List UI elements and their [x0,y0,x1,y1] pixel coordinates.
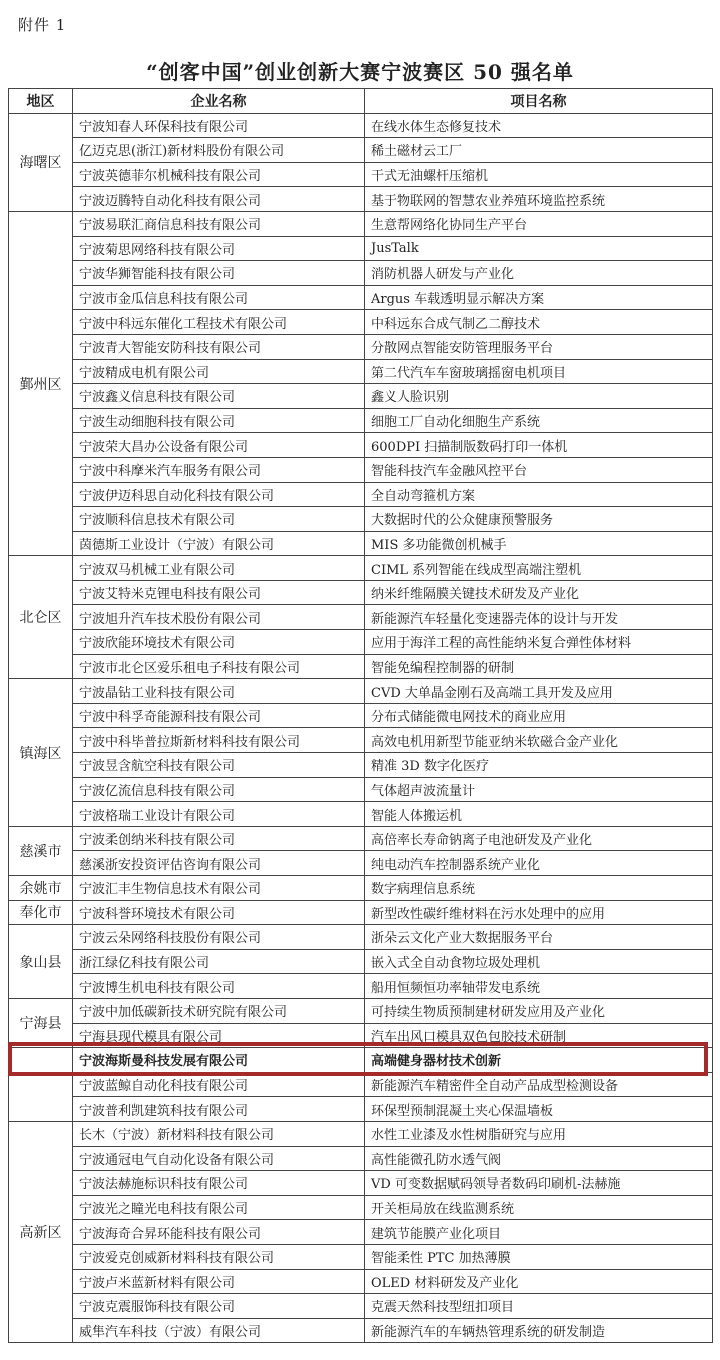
company-cell: 宁波华狮智能科技有限公司 [73,261,365,286]
table-row [9,925,713,950]
company-cell: 宁波市北仑区爱乐租电子科技有限公司 [73,654,365,679]
table-row [9,556,713,581]
project-cell: 环保型预制混凝土夹心保温墙板 [365,1097,713,1122]
project-cell: 水性工业漆及水性树脂研究与应用 [365,1121,713,1146]
project-cell: CIML 系列智能在线成型高端注塑机 [365,556,713,581]
company-cell: 宁波普利凯建筑科技有限公司 [73,1097,365,1122]
table-row [9,949,713,974]
company-cell: 宁波卢米蓝新材料有限公司 [73,1269,365,1294]
project-cell: OLED 材料研发及产业化 [365,1269,713,1294]
project-cell: 新能源汽车精密件全自动产品成型检测设备 [365,1072,713,1097]
table-row [9,113,713,138]
project-cell: 高性能微孔防水透气阀 [365,1146,713,1171]
region-cell [9,1048,73,1122]
table-row [9,753,713,778]
table-row [9,679,713,704]
company-cell: 宁波克震服饰科技有限公司 [73,1294,365,1319]
project-cell: 智能免编程控制器的研制 [365,654,713,679]
company-cell: 宁波迈腾特自动化科技有限公司 [73,187,365,212]
company-cell: 茵德斯工业设计（宁波）有限公司 [73,531,365,556]
company-cell: 宁波蓝鲸自动化科技有限公司 [73,1072,365,1097]
company-cell: 宁波双马机械工业有限公司 [73,556,365,581]
region-cell: 宁海县 [9,998,73,1047]
project-cell: 开关柜局放在线监测系统 [365,1195,713,1220]
project-cell: 在线水体生态修复技术 [365,113,713,138]
company-cell: 长木（宁波）新材料科技有限公司 [73,1121,365,1146]
company-cell: 宁波昱含航空科技有限公司 [73,753,365,778]
company-cell: 宁波菊思网络科技有限公司 [73,236,365,261]
region-cell: 镇海区 [9,679,73,827]
company-cell: 宁波精成电机有限公司 [73,359,365,384]
table-row [9,1097,713,1122]
company-cell: 宁波顺科信息技术有限公司 [73,507,365,532]
company-cell: 宁海县现代模具有限公司 [73,1023,365,1048]
table-row [9,654,713,679]
table-row [9,457,713,482]
company-cell: 宁波科誉环境技术有限公司 [73,900,365,925]
project-cell: 干式无油螺杆压缩机 [365,162,713,187]
company-cell: 宁波柔创纳米科技有限公司 [73,826,365,851]
table-body [9,113,713,1343]
company-cell: 慈溪浙安投资评估咨询有限公司 [73,851,365,876]
table-row [9,703,713,728]
project-cell: MIS 多功能微创机械手 [365,531,713,556]
project-cell: 大数据时代的公众健康预警服务 [365,507,713,532]
company-cell: 宁波中科孚奇能源科技有限公司 [73,703,365,728]
header-project: 项目名称 [365,89,713,114]
company-cell: 宁波海奇合昇环能科技有限公司 [73,1220,365,1245]
table-row [9,334,713,359]
region-cell: 鄞州区 [9,211,73,555]
table-row [9,1023,713,1048]
table-row [9,826,713,851]
company-cell: 宁波易联汇商信息科技有限公司 [73,211,365,236]
project-cell: Argus 车载透明显示解决方案 [365,285,713,310]
project-cell: 鑫义人脸识别 [365,384,713,409]
header-company: 企业名称 [73,89,365,114]
table-row [9,482,713,507]
table-row [9,630,713,655]
attachment-label: 附件 1 [18,16,67,34]
company-cell: 宁波市金瓜信息科技有限公司 [73,285,365,310]
table-row [9,1146,713,1171]
table-row [9,261,713,286]
company-cell: 宁波亿流信息科技有限公司 [73,777,365,802]
region-cell: 奉化市 [9,900,73,925]
project-cell: 智能科技汽车金融风控平台 [365,457,713,482]
project-cell: 浙朵云文化产业大数据服务平台 [365,925,713,950]
table-row [9,1072,713,1097]
company-cell: 宁波格瑞工业设计有限公司 [73,802,365,827]
table-row [9,162,713,187]
winners-table [8,88,713,1343]
region-cell: 象山县 [9,925,73,999]
table-row [9,998,713,1023]
project-cell: 600DPI 扫描制版数码打印一体机 [365,433,713,458]
project-cell: 新能源汽车的车辆热管理系统的研发制造 [365,1318,713,1343]
company-cell: 宁波生动细胞科技有限公司 [73,408,365,433]
table-row [9,876,713,901]
table-row [9,384,713,409]
company-cell: 威隼汽车科技（宁波）有限公司 [73,1318,365,1343]
project-cell: 船用恒频恒功率轴带发电系统 [365,974,713,999]
project-cell: 稀土磁材云工厂 [365,138,713,163]
company-cell: 宁波爱克创威新材料科技有限公司 [73,1244,365,1269]
company-cell: 宁波汇丰生物信息技术有限公司 [73,876,365,901]
table-row [9,408,713,433]
table-row [9,1195,713,1220]
company-cell: 宁波晶钻工业科技有限公司 [73,679,365,704]
table-row [9,802,713,827]
region-cell: 北仑区 [9,556,73,679]
company-cell: 宁波中科毕普拉斯新材料科技有限公司 [73,728,365,753]
project-cell: CVD 大单晶金刚石及高端工具开发及应用 [365,679,713,704]
project-cell: 第二代汽车车窗玻璃摇窗电机项目 [365,359,713,384]
project-cell: 分散网点智能安防管理服务平台 [365,334,713,359]
table-row [9,310,713,335]
company-cell: 浙江绿亿科技有限公司 [73,949,365,974]
company-cell: 宁波知春人环保科技有限公司 [73,113,365,138]
company-cell: 宁波英德菲尔机械科技有限公司 [73,162,365,187]
table-row [9,507,713,532]
table-row [9,1121,713,1146]
project-cell: 数字病理信息系统 [365,876,713,901]
project-cell: 新能源汽车轻量化变速器壳体的设计与开发 [365,605,713,630]
table-row [9,1294,713,1319]
table-header-row [9,89,713,114]
project-cell: 高倍率长寿命钠离子电池研发及产业化 [365,826,713,851]
table-row [9,900,713,925]
company-cell: 宁波中科远东催化工程技术有限公司 [73,310,365,335]
project-cell: 精准 3D 数字化医疗 [365,753,713,778]
company-cell: 亿迈克思(浙江)新材料股份有限公司 [73,138,365,163]
project-cell: 应用于海洋工程的高性能纳米复合弹性体材料 [365,630,713,655]
company-cell: 宁波荣大昌办公设备有限公司 [73,433,365,458]
table-row [9,1244,713,1269]
project-cell: 基于物联网的智慧农业养殖环境监控系统 [365,187,713,212]
table-row [9,580,713,605]
region-cell: 高新区 [9,1121,73,1342]
company-cell: 宁波通冠电气自动化设备有限公司 [73,1146,365,1171]
project-cell: 纳米纤维隔膜关键技术研发及产业化 [365,580,713,605]
project-cell: 智能柔性 PTC 加热薄膜 [365,1244,713,1269]
table-row [9,359,713,384]
table-row [9,187,713,212]
company-cell: 宁波云朵网络科技股份有限公司 [73,925,365,950]
project-cell: 嵌入式全自动食物垃圾处理机 [365,949,713,974]
table-row [9,777,713,802]
project-cell: 中科远东合成气制乙二醇技术 [365,310,713,335]
table-row [9,236,713,261]
project-cell: 消防机器人研发与产业化 [365,261,713,286]
project-cell: 细胞工厂自动化细胞生产系统 [365,408,713,433]
project-cell: 纯电动汽车控制器系统产业化 [365,851,713,876]
table-row [9,728,713,753]
company-cell: 宁波光之瞳光电科技有限公司 [73,1195,365,1220]
company-cell: 宁波鑫义信息科技有限公司 [73,384,365,409]
project-cell: 智能人体搬运机 [365,802,713,827]
project-cell: 汽车出风口模具双色包胶技术研制 [365,1023,713,1048]
company-cell: 宁波欣能环境技术有限公司 [73,630,365,655]
table-row [9,433,713,458]
project-cell: 高效电机用新型节能亚纳米软磁合金产业化 [365,728,713,753]
table-row [9,531,713,556]
project-cell: 可持续生物质预制建材研发应用及产业化 [365,998,713,1023]
header-region: 地区 [9,89,73,114]
company-cell: 宁波伊迈科思自动化科技有限公司 [73,482,365,507]
table-row [9,285,713,310]
table-row [9,851,713,876]
table-row [9,1220,713,1245]
project-cell: 高端健身器材技术创新 [365,1048,713,1073]
table-row [9,1318,713,1343]
region-cell: 海曙区 [9,113,73,211]
project-cell: 气体超声波流量计 [365,777,713,802]
table-row [9,1171,713,1196]
company-cell: 宁波旭升汽车技术股份有限公司 [73,605,365,630]
company-cell: 宁波青大智能安防科技有限公司 [73,334,365,359]
page-title: “创客中国”创业创新大赛宁波赛区 50 强名单 [146,60,574,84]
project-cell: 克震天然科技型纽扣项目 [365,1294,713,1319]
table-row [9,1269,713,1294]
company-cell: 宁波海斯曼科技发展有限公司 [73,1048,365,1073]
project-cell: 分布式储能微电网技术的商业应用 [365,703,713,728]
project-cell: VD 可变数据赋码领导者数码印刷机-法赫施 [365,1171,713,1196]
project-cell: 建筑节能膜产业化项目 [365,1220,713,1245]
table-row [9,211,713,236]
company-cell: 宁波博生机电科技有限公司 [73,974,365,999]
company-cell: 宁波中科摩米汽车服务有限公司 [73,457,365,482]
table-row [9,138,713,163]
company-cell: 宁波法赫施标识科技有限公司 [73,1171,365,1196]
company-cell: 宁波中加低碳新技术研究院有限公司 [73,998,365,1023]
project-cell: 生意帮网络化协同生产平台 [365,211,713,236]
project-cell: 全自动弯箍机方案 [365,482,713,507]
table-row [9,1048,713,1073]
project-cell: 新型改性碳纤维材料在污水处理中的应用 [365,900,713,925]
region-cell: 慈溪市 [9,826,73,875]
region-cell: 余姚市 [9,876,73,901]
project-cell: JusTalk [365,236,713,261]
table-row [9,605,713,630]
table-row [9,974,713,999]
company-cell: 宁波艾特米克锂电科技有限公司 [73,580,365,605]
